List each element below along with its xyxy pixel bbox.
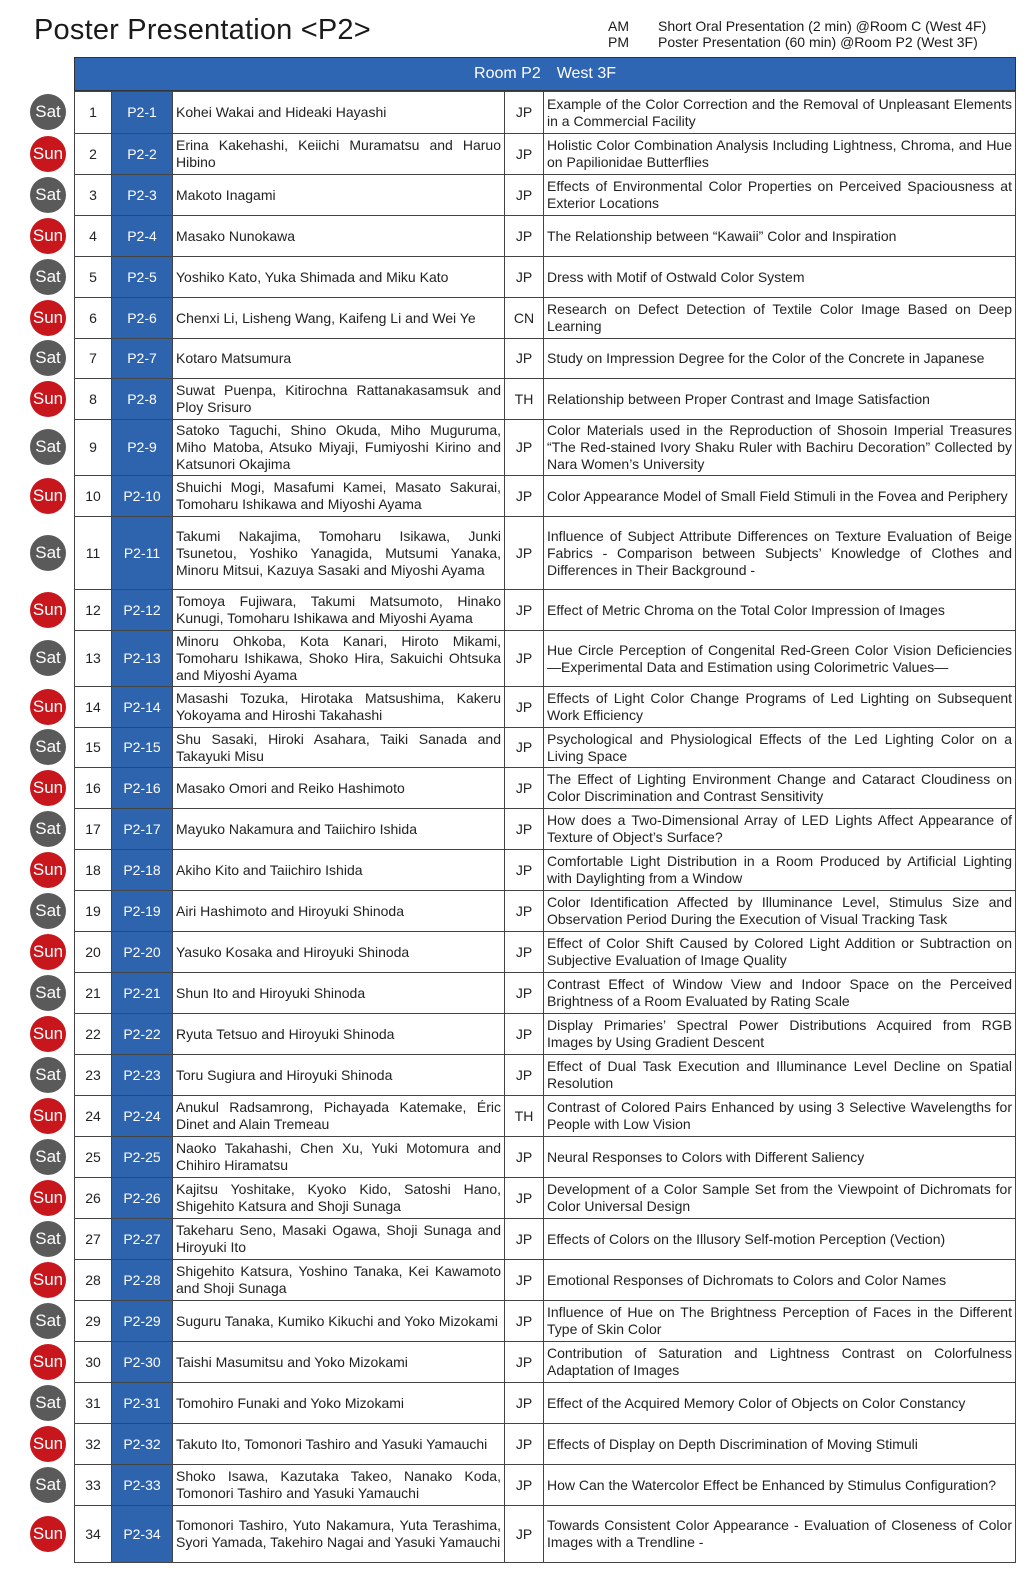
poster-code: P2-12 — [112, 590, 173, 631]
table-row — [75, 1260, 1016, 1301]
poster-authors: Akiho Kito and Taiichiro Ishida — [173, 850, 505, 891]
poster-authors: Kohei Wakai and Hideaki Hayashi — [173, 92, 505, 134]
table-row — [75, 768, 1016, 809]
poster-authors: Airi Hashimoto and Hiroyuki Shinoda — [173, 891, 505, 932]
poster-number: 3 — [75, 175, 112, 216]
table-row — [75, 1055, 1016, 1096]
poster-number: 1 — [75, 92, 112, 134]
table-row — [75, 850, 1016, 891]
table-row — [75, 1014, 1016, 1055]
country-code: JP — [505, 809, 544, 850]
table-row — [75, 134, 1016, 175]
table-row — [75, 1178, 1016, 1219]
poster-authors: Yasuko Kosaka and Hiroyuki Shinoda — [173, 932, 505, 973]
poster-number: 7 — [75, 339, 112, 379]
poster-code: P2-19 — [112, 891, 173, 932]
poster-authors: Takumi Nakajima, Tomoharu Isikawa, Junki Tsunetou, Yoshiko Yanagida, Mutsumi Yanaka, Minoru Mitsui, Kazuya Sasaki and Miyoshi Ayama — [173, 517, 505, 590]
poster-title: The Effect of Lighting Environment Change and Cataract Cloudiness on Color Discrimination and Contrast Sensitivity — [544, 768, 1016, 809]
country-code: JP — [505, 92, 544, 134]
poster-number: 18 — [75, 850, 112, 891]
poster-title: Color Appearance Model of Small Field Stimuli in the Fovea and Periphery — [544, 476, 1016, 517]
poster-code: P2-26 — [112, 1178, 173, 1219]
poster-authors: Masako Omori and Reiko Hashimoto — [173, 768, 505, 809]
table-row — [75, 92, 1016, 134]
country-code: CN — [505, 298, 544, 339]
table-row — [75, 420, 1016, 476]
poster-code: P2-18 — [112, 850, 173, 891]
poster-title: Towards Consistent Color Appearance - Evaluation of Closeness of Color Images with a Trendline - — [544, 1506, 1016, 1563]
country-code: JP — [505, 1055, 544, 1096]
poster-title: Influence of Hue on The Brightness Perception of Faces in the Different Type of Skin Color — [544, 1301, 1016, 1342]
table-row — [75, 1465, 1016, 1506]
table-row — [75, 379, 1016, 420]
saturday-badge: Sat — [30, 177, 66, 213]
table-row — [75, 728, 1016, 768]
poster-number: 27 — [75, 1219, 112, 1260]
table-row — [75, 257, 1016, 298]
poster-number: 29 — [75, 1301, 112, 1342]
sunday-badge: Sun — [30, 218, 66, 254]
saturday-badge: Sat — [30, 1303, 66, 1339]
sunday-badge: Sun — [30, 1516, 66, 1552]
country-code: JP — [505, 339, 544, 379]
sunday-badge: Sun — [30, 136, 66, 172]
country-code: TH — [505, 1096, 544, 1137]
poster-code: P2-31 — [112, 1383, 173, 1424]
poster-title: Research on Defect Detection of Textile Color Image Based on Deep Learning — [544, 298, 1016, 339]
poster-code: P2-13 — [112, 631, 173, 687]
country-code: JP — [505, 631, 544, 687]
table-row — [75, 1096, 1016, 1137]
saturday-badge: Sat — [30, 893, 66, 929]
poster-authors: Shoko Isawa, Kazutaka Takeo, Nanako Koda, Tomonori Tashiro and Yasuki Yamauchi — [173, 1465, 505, 1506]
poster-code: P2-23 — [112, 1055, 173, 1096]
schedule-am-key: AM — [608, 18, 629, 34]
poster-number: 24 — [75, 1096, 112, 1137]
country-code: JP — [505, 973, 544, 1014]
poster-code: P2-15 — [112, 728, 173, 768]
poster-number: 31 — [75, 1383, 112, 1424]
table-row — [75, 973, 1016, 1014]
poster-authors: Taishi Masumitsu and Yoko Mizokami — [173, 1342, 505, 1383]
saturday-badge: Sat — [30, 259, 66, 295]
poster-title: Effects of Display on Depth Discrimination of Moving Stimuli — [544, 1424, 1016, 1465]
poster-authors: Kajitsu Yoshitake, Kyoko Kido, Satoshi Hano, Shigehito Katsura and Shoji Sunaga — [173, 1178, 505, 1219]
poster-code: P2-32 — [112, 1424, 173, 1465]
poster-number: 19 — [75, 891, 112, 932]
poster-title: How does a Two-Dimensional Array of LED Lights Affect Appearance of Texture of Object’s Surface? — [544, 809, 1016, 850]
schedule-pm-key: PM — [608, 34, 629, 50]
poster-code: P2-16 — [112, 768, 173, 809]
poster-number: 30 — [75, 1342, 112, 1383]
poster-authors: Makoto Inagami — [173, 175, 505, 216]
saturday-badge: Sat — [30, 94, 66, 130]
country-code: JP — [505, 768, 544, 809]
poster-title: Contribution of Saturation and Lightness Contrast on Colorfulness Adaptation of Images — [544, 1342, 1016, 1383]
country-code: JP — [505, 1465, 544, 1506]
saturday-badge: Sat — [30, 1467, 66, 1503]
table-row — [75, 298, 1016, 339]
poster-code: P2-28 — [112, 1260, 173, 1301]
poster-code: P2-9 — [112, 420, 173, 476]
page-title: Poster Presentation <P2> — [34, 14, 371, 46]
poster-title: Emotional Responses of Dichromats to Colors and Color Names — [544, 1260, 1016, 1301]
country-code: JP — [505, 590, 544, 631]
table-row — [75, 1342, 1016, 1383]
poster-number: 23 — [75, 1055, 112, 1096]
poster-authors: Suguru Tanaka, Kumiko Kikuchi and Yoko Mizokami — [173, 1301, 505, 1342]
poster-code: P2-2 — [112, 134, 173, 175]
poster-number: 17 — [75, 809, 112, 850]
poster-authors: Suwat Puenpa, Kitirochna Rattanakasamsuk and Ploy Srisuro — [173, 379, 505, 420]
sunday-badge: Sun — [30, 1344, 66, 1380]
country-code: JP — [505, 1506, 544, 1563]
poster-authors: Shigehito Katsura, Yoshino Tanaka, Kei Kawamoto and Shoji Sunaga — [173, 1260, 505, 1301]
poster-authors: Ryuta Tetsuo and Hiroyuki Shinoda — [173, 1014, 505, 1055]
country-code: JP — [505, 216, 544, 257]
poster-number: 16 — [75, 768, 112, 809]
poster-number: 32 — [75, 1424, 112, 1465]
sunday-badge: Sun — [30, 1016, 66, 1052]
country-code: JP — [505, 687, 544, 728]
saturday-badge: Sat — [30, 1221, 66, 1257]
poster-code: P2-5 — [112, 257, 173, 298]
table-row — [75, 1219, 1016, 1260]
country-code: JP — [505, 1424, 544, 1465]
poster-title: Comfortable Light Distribution in a Room Produced by Artificial Lighting with Daylighting from a Window — [544, 850, 1016, 891]
sunday-badge: Sun — [30, 1098, 66, 1134]
table-row — [75, 216, 1016, 257]
poster-code: P2-22 — [112, 1014, 173, 1055]
poster-number: 12 — [75, 590, 112, 631]
sunday-badge: Sun — [30, 300, 66, 336]
poster-title: How Can the Watercolor Effect be Enhanced by Stimulus Configuration? — [544, 1465, 1016, 1506]
poster-authors: Satoko Taguchi, Shino Okuda, Miho Muguruma, Miho Matoba, Atsuko Miyaji, Fumiyoshi Kirino and Katsunori Okajima — [173, 420, 505, 476]
poster-authors: Masako Nunokawa — [173, 216, 505, 257]
poster-title: Color Identification Affected by Illuminance Level, Stimulus Size and Observation Period During the Execution of Visual Tracking Task — [544, 891, 1016, 932]
table-row — [75, 476, 1016, 517]
poster-title: Hue Circle Perception of Congenital Red-Green Color Vision Deficiencies —Experimental Data and Estimation using Colorimetric Values— — [544, 631, 1016, 687]
saturday-badge: Sat — [30, 975, 66, 1011]
sunday-badge: Sun — [30, 592, 66, 628]
poster-authors: Takuto Ito, Tomonori Tashiro and Yasuki Yamauchi — [173, 1424, 505, 1465]
room-header: Room P2 West 3F — [74, 57, 1016, 91]
poster-title: Effects of Light Color Change Programs of Led Lighting on Subsequent Work Efficiency — [544, 687, 1016, 728]
poster-code: P2-7 — [112, 339, 173, 379]
saturday-badge: Sat — [30, 1139, 66, 1175]
schedule-pm — [608, 34, 986, 50]
poster-number: 8 — [75, 379, 112, 420]
poster-code: P2-25 — [112, 1137, 173, 1178]
table-row — [75, 517, 1016, 590]
poster-number: 33 — [75, 1465, 112, 1506]
schedule-info — [608, 18, 986, 50]
poster-title: Effect of Dual Task Execution and Illuminance Level Decline on Spatial Resolution — [544, 1055, 1016, 1096]
poster-code: P2-29 — [112, 1301, 173, 1342]
saturday-badge: Sat — [30, 535, 66, 571]
poster-title: Color Materials used in the Reproduction of Shosoin Imperial Treasures “The Red-stained Ivory Shaku Ruler with Bachiru Decoration” Collected by Nara Women’s University — [544, 420, 1016, 476]
schedule-pm-text: Poster Presentation (60 min) @Room P2 (West 3F) — [658, 34, 978, 50]
poster-code: P2-4 — [112, 216, 173, 257]
poster-title: Effect of Color Shift Caused by Colored Light Addition or Subtraction on Subjective Evaluation of Image Quality — [544, 932, 1016, 973]
poster-title: Effects of Colors on the Illusory Self-motion Perception (Vection) — [544, 1219, 1016, 1260]
country-code: TH — [505, 379, 544, 420]
country-code: JP — [505, 850, 544, 891]
poster-title: Development of a Color Sample Set from the Viewpoint of Dichromats for Color Universal Design — [544, 1178, 1016, 1219]
country-code: JP — [505, 1301, 544, 1342]
poster-number: 22 — [75, 1014, 112, 1055]
saturday-badge: Sat — [30, 1057, 66, 1093]
poster-number: 34 — [75, 1506, 112, 1563]
poster-number: 5 — [75, 257, 112, 298]
poster-title: Relationship between Proper Contrast and Image Satisfaction — [544, 379, 1016, 420]
poster-code: P2-8 — [112, 379, 173, 420]
table-row — [75, 631, 1016, 687]
poster-number: 9 — [75, 420, 112, 476]
poster-code: P2-17 — [112, 809, 173, 850]
saturday-badge: Sat — [30, 340, 66, 376]
country-code: JP — [505, 1342, 544, 1383]
table-row — [75, 175, 1016, 216]
table-row — [75, 1424, 1016, 1465]
table-row — [75, 590, 1016, 631]
poster-title: The Relationship between “Kawaii” Color and Inspiration — [544, 216, 1016, 257]
poster-number: 21 — [75, 973, 112, 1014]
sunday-badge: Sun — [30, 1262, 66, 1298]
poster-authors: Tomoya Fujiwara, Takumi Matsumoto, Hinako Kunugi, Tomoharu Ishikawa and Miyoshi Ayama — [173, 590, 505, 631]
poster-number: 13 — [75, 631, 112, 687]
country-code: JP — [505, 728, 544, 768]
poster-authors: Erina Kakehashi, Keiichi Muramatsu and Haruo Hibino — [173, 134, 505, 175]
sunday-badge: Sun — [30, 934, 66, 970]
saturday-badge: Sat — [30, 640, 66, 676]
table-row — [75, 687, 1016, 728]
poster-authors: Shuichi Mogi, Masafumi Kamei, Masato Sakurai, Tomoharu Ishikawa and Miyoshi Ayama — [173, 476, 505, 517]
poster-code: P2-11 — [112, 517, 173, 590]
poster-title: Dress with Motif of Ostwald Color System — [544, 257, 1016, 298]
country-code: JP — [505, 1137, 544, 1178]
poster-number: 14 — [75, 687, 112, 728]
poster-authors: Yoshiko Kato, Yuka Shimada and Miku Kato — [173, 257, 505, 298]
poster-number: 25 — [75, 1137, 112, 1178]
poster-authors: Naoko Takahashi, Chen Xu, Yuki Motomura and Chihiro Hiramatsu — [173, 1137, 505, 1178]
sunday-badge: Sun — [30, 770, 66, 806]
poster-code: P2-33 — [112, 1465, 173, 1506]
country-code: JP — [505, 1260, 544, 1301]
country-code: JP — [505, 891, 544, 932]
poster-title: Effects of Environmental Color Properties on Perceived Spaciousness at Exterior Locations — [544, 175, 1016, 216]
poster-number: 10 — [75, 476, 112, 517]
poster-title: Psychological and Physiological Effects of the Led Lighting Color on a Living Space — [544, 728, 1016, 768]
sunday-badge: Sun — [30, 1180, 66, 1216]
table-row — [75, 891, 1016, 932]
table-row — [75, 932, 1016, 973]
country-code: JP — [505, 1014, 544, 1055]
poster-title: Effect of the Acquired Memory Color of Objects on Color Constancy — [544, 1383, 1016, 1424]
saturday-badge: Sat — [30, 429, 66, 465]
poster-authors: Masashi Tozuka, Hirotaka Matsushima, Kakeru Yokoyama and Hiroshi Takahashi — [173, 687, 505, 728]
poster-table-body — [75, 92, 1016, 1563]
poster-code: P2-24 — [112, 1096, 173, 1137]
poster-code: P2-14 — [112, 687, 173, 728]
poster-code: P2-21 — [112, 973, 173, 1014]
poster-authors: Toru Sugiura and Hiroyuki Shinoda — [173, 1055, 505, 1096]
poster-authors: Takeharu Seno, Masaki Ogawa, Shoji Sunaga and Hiroyuki Ito — [173, 1219, 505, 1260]
saturday-badge: Sat — [30, 811, 66, 847]
saturday-badge: Sat — [30, 729, 66, 765]
poster-authors: Shun Ito and Hiroyuki Shinoda — [173, 973, 505, 1014]
schedule-am-text: Short Oral Presentation (2 min) @Room C (West 4F) — [658, 18, 987, 34]
saturday-badge: Sat — [30, 1385, 66, 1421]
poster-title: Influence of Subject Attribute Differences on Texture Evaluation of Beige Fabrics - Comparison between Subjects’ Knowledge of Clothes and Differences in Their Background - — [544, 517, 1016, 590]
poster-title: Holistic Color Combination Analysis Including Lightness, Chroma, and Hue on Papilionidae Butterflies — [544, 134, 1016, 175]
poster-number: 6 — [75, 298, 112, 339]
poster-title: Effect of Metric Chroma on the Total Color Impression of Images — [544, 590, 1016, 631]
sunday-badge: Sun — [30, 381, 66, 417]
poster-title: Contrast Effect of Window View and Indoor Space on the Perceived Brightness of a Room Evaluated by Rating Scale — [544, 973, 1016, 1014]
poster-authors: Tomonori Tashiro, Yuto Nakamura, Yuta Terashima, Syori Yamada, Takehiro Nagai and Yasuki Yamauchi — [173, 1506, 505, 1563]
country-code: JP — [505, 1219, 544, 1260]
poster-authors: Minoru Ohkoba, Kota Kanari, Hiroto Mikami, Tomoharu Ishikawa, Shoko Hira, Sakuichi Ohtsuka and Miyoshi Ayama — [173, 631, 505, 687]
sunday-badge: Sun — [30, 689, 66, 725]
poster-title: Contrast of Colored Pairs Enhanced by using 3 Selective Wavelengths for People with Low Vision — [544, 1096, 1016, 1137]
country-code: JP — [505, 134, 544, 175]
poster-code: P2-6 — [112, 298, 173, 339]
table-row — [75, 1506, 1016, 1563]
poster-title: Neural Responses to Colors with Different Saliency — [544, 1137, 1016, 1178]
poster-code: P2-30 — [112, 1342, 173, 1383]
table-row — [75, 809, 1016, 850]
sunday-badge: Sun — [30, 852, 66, 888]
table-row — [75, 339, 1016, 379]
poster-number: 11 — [75, 517, 112, 590]
poster-authors: Mayuko Nakamura and Taiichiro Ishida — [173, 809, 505, 850]
country-code: JP — [505, 257, 544, 298]
schedule-am — [608, 18, 986, 34]
poster-code: P2-3 — [112, 175, 173, 216]
table-row — [75, 1383, 1016, 1424]
poster-code: P2-10 — [112, 476, 173, 517]
poster-code: P2-27 — [112, 1219, 173, 1260]
country-code: JP — [505, 476, 544, 517]
poster-code: P2-34 — [112, 1506, 173, 1563]
poster-authors: Tomohiro Funaki and Yoko Mizokami — [173, 1383, 505, 1424]
country-code: JP — [505, 175, 544, 216]
country-code: JP — [505, 1383, 544, 1424]
poster-authors: Chenxi Li, Lisheng Wang, Kaifeng Li and Wei Ye — [173, 298, 505, 339]
poster-number: 26 — [75, 1178, 112, 1219]
poster-code: P2-20 — [112, 932, 173, 973]
table-row — [75, 1301, 1016, 1342]
poster-authors: Kotaro Matsumura — [173, 339, 505, 379]
poster-number: 28 — [75, 1260, 112, 1301]
poster-title: Example of the Color Correction and the Removal of Unpleasant Elements in a Commercial Facility — [544, 92, 1016, 134]
poster-title: Study on Impression Degree for the Color of the Concrete in Japanese — [544, 339, 1016, 379]
country-code: JP — [505, 517, 544, 590]
country-code: JP — [505, 932, 544, 973]
poster-table — [74, 91, 1016, 1563]
country-code: JP — [505, 1178, 544, 1219]
poster-authors: Shu Sasaki, Hiroki Asahara, Taiki Sanada and Takayuki Misu — [173, 728, 505, 768]
sunday-badge: Sun — [30, 1426, 66, 1462]
poster-number: 2 — [75, 134, 112, 175]
poster-number: 4 — [75, 216, 112, 257]
poster-number: 20 — [75, 932, 112, 973]
country-code: JP — [505, 420, 544, 476]
table-row — [75, 1137, 1016, 1178]
poster-code: P2-1 — [112, 92, 173, 134]
poster-number: 15 — [75, 728, 112, 768]
sunday-badge: Sun — [30, 478, 66, 514]
poster-authors: Anukul Radsamrong, Pichayada Katemake, Éric Dinet and Alain Tremeau — [173, 1096, 505, 1137]
poster-title: Display Primaries’ Spectral Power Distributions Acquired from RGB Images by Using Gradient Descent — [544, 1014, 1016, 1055]
